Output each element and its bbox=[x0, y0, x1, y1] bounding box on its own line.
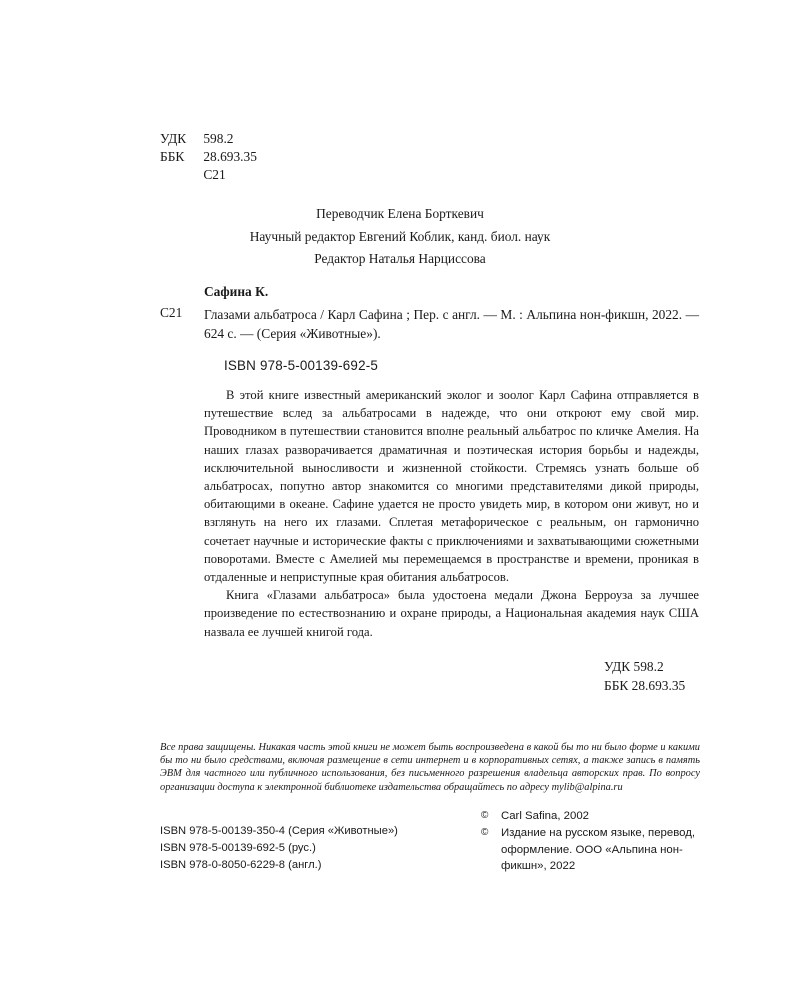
copyright-icon: © bbox=[481, 810, 489, 821]
classification-codes bbox=[160, 130, 257, 184]
bbk-label: ББК bbox=[160, 149, 185, 164]
credits bbox=[160, 203, 640, 271]
annotation-paragraph: В этой книге известный американский эколог и зоолог Карл Сафина отправляется в путешествие вслед за альбатросами в надежде, что они откроют ему свой мир. Проводником в путешествии становится вполне реальный альбатрос по кличке Амелия. На наших глазах разворачивается драматичная и поэтическая история борьбы и надежды, исключительной выносливости и жизненной стойкости. Стремясь узнать больше об альбатросах, попутно автор знакомится со многими представителями дикой природы, обитающими в океане. Сафине удается не просто увидеть мир, в котором они живут, но и взглянуть на него их глазами. Сплетая метафорическое с реальным, он гармонично сочетает научные и исторические факты с приключениями и захватывающими сюжетными поворотами. Вместе с Амелией мы перемещаемся в пространстве и времени, проникая в отдаленные и неприступные края обитания альбатросов. bbox=[204, 388, 699, 585]
copyright-text: Carl Safina, 2002 bbox=[501, 810, 590, 822]
translator-credit: Переводчик Елена Борткевич bbox=[316, 206, 484, 221]
annotation-paragraph: Книга «Глазами альбатроса» была удостоена медали Джона Берроуза за лучшее произведение по естествознанию и охране природы, а Национальная академия наук США назвала ее лучшей книгой года. bbox=[204, 588, 699, 639]
udk-row bbox=[160, 130, 257, 148]
biblio-description: Глазами альбатроса / Карл Сафина ; Пер. с англ. — М. : Альпина нон-фикшн, 2022. — 624 с. — (Серия «Животные»). bbox=[204, 307, 699, 341]
biblio-code: С21 bbox=[160, 305, 183, 320]
copyright-icon: © bbox=[481, 826, 489, 838]
copyright-text: Издание на русском языке, перевод, оформление. ООО «Альпина нон-фикшн», 2022 bbox=[501, 826, 696, 873]
author-mark: С21 bbox=[203, 167, 226, 182]
copyright-block bbox=[481, 808, 701, 875]
isbn-series: ISBN 978-5-00139-350-4 (Серия «Животные») bbox=[160, 825, 398, 837]
isbn-english: ISBN 978-0-8050-6229-8 (англ.) bbox=[160, 859, 322, 871]
udk-right: УДК 598.2 bbox=[604, 659, 664, 674]
isbn-russian: ISBN 978-5-00139-692-5 (рус.) bbox=[160, 842, 316, 854]
annotation bbox=[204, 386, 699, 641]
author-mark-row bbox=[160, 166, 257, 184]
bbk-row bbox=[160, 148, 257, 166]
bbk-right: ББК 28.693.35 bbox=[604, 677, 686, 693]
udk-value: 598.2 bbox=[203, 131, 234, 146]
scientific-editor-credit: Научный редактор Евгений Коблик, канд. биол. наук bbox=[249, 228, 551, 244]
rights-notice: Все права защищены. Никакая часть этой книги не может быть воспроизведена в какой бы то ни было форме и какими бы то ни было средствами, включая размещение в сети интернет и в корпоративных сетях, а также запись в память ЭВМ для частного или публичного использования, без письменного разрешения владельца авторских прав. По вопросу организации доступа к электронной библиотеке издательства обращайтесь по адресу mylib@alpina.ru bbox=[160, 742, 700, 793]
udk-label: УДК bbox=[160, 131, 187, 146]
bbk-value: 28.693.35 bbox=[203, 149, 257, 164]
codes-right bbox=[604, 658, 685, 695]
copyright-item bbox=[481, 808, 701, 825]
author-heading: Сафина К. bbox=[204, 284, 269, 299]
main-isbn: ISBN 978-5-00139-692-5 bbox=[224, 358, 379, 373]
copyright-item bbox=[481, 825, 701, 875]
editor-credit: Редактор Наталья Нарциссова bbox=[314, 251, 486, 266]
isbn-list bbox=[160, 823, 398, 874]
